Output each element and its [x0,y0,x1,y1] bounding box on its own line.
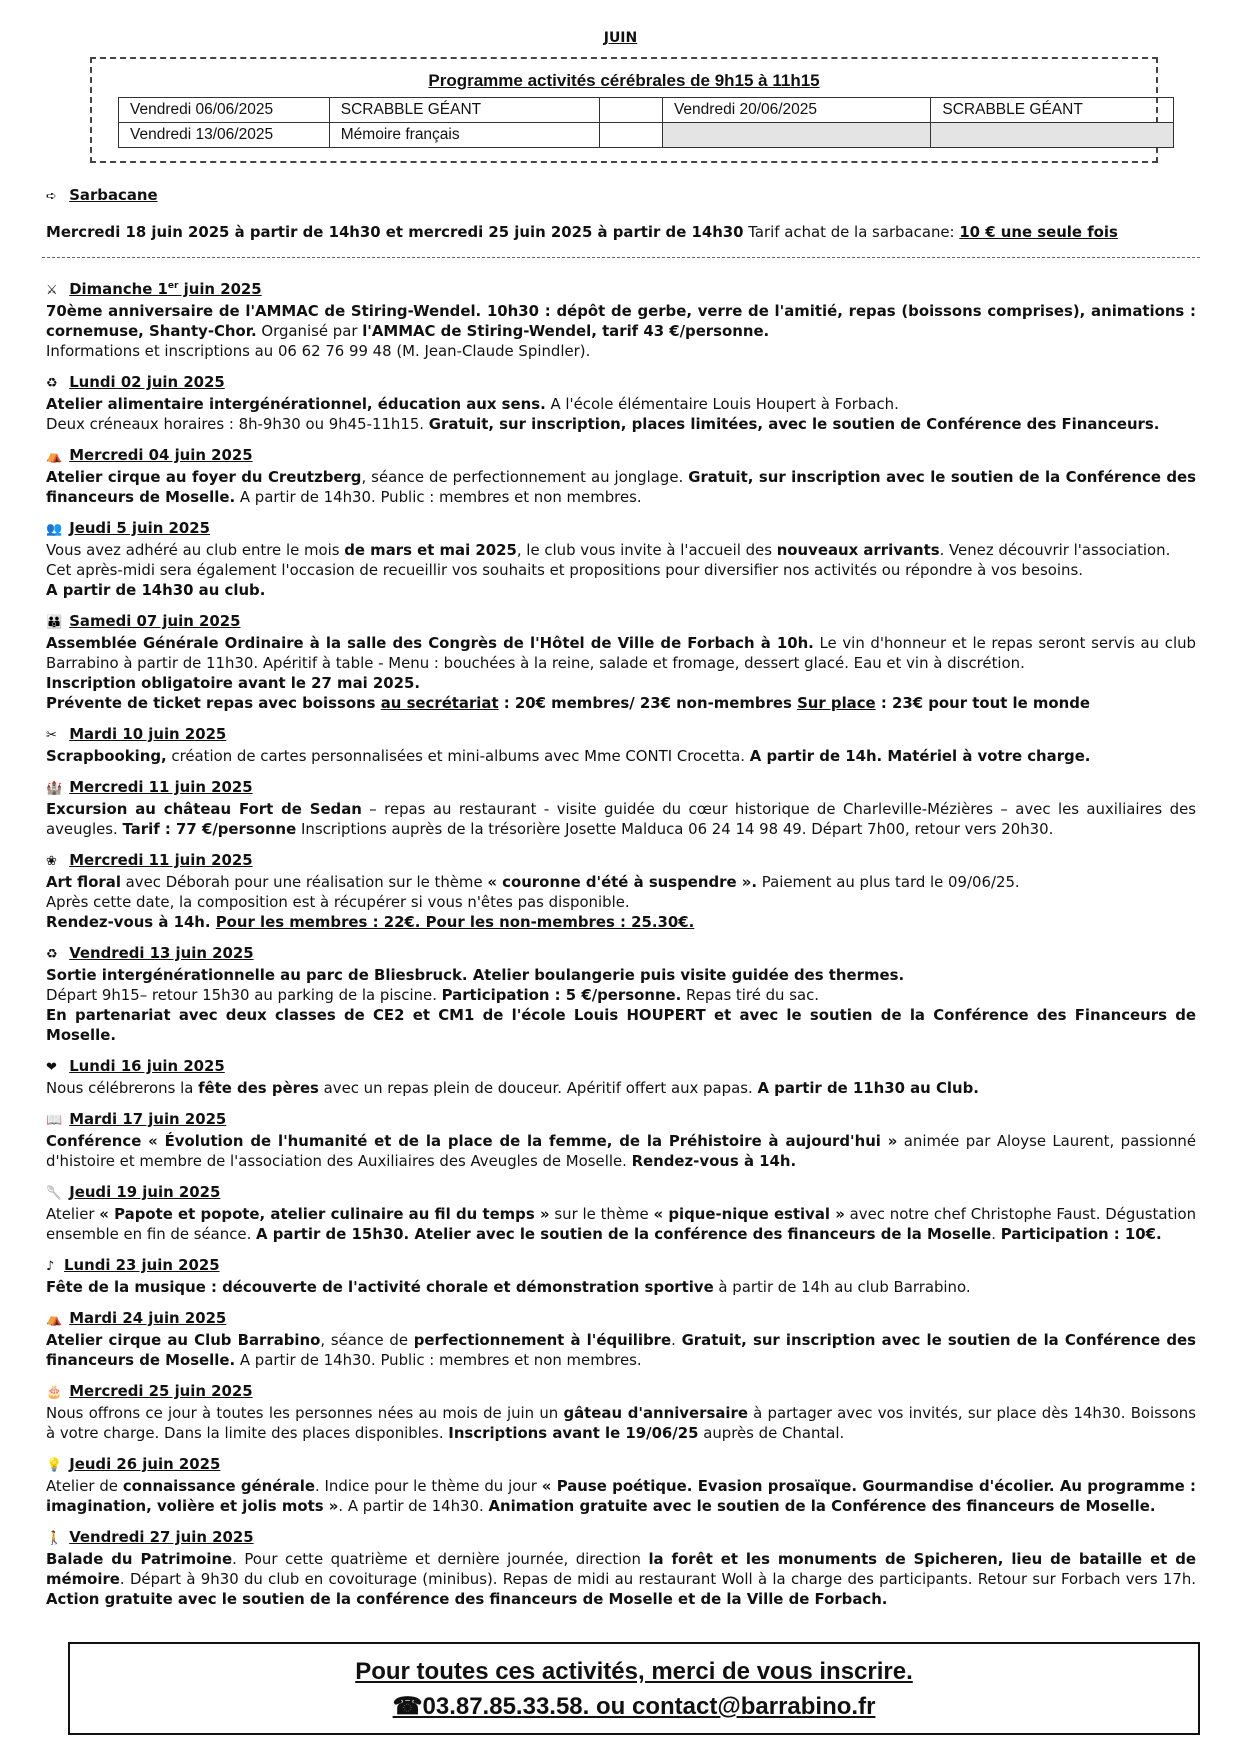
event-item: ✂ Mardi 10 juin 2025 Scrapbooking, création de cartes personnalisées et mini-albums avec Mme CONTI Crocetta. A partir de 14h. Matériel à votre charge. [46,724,1091,765]
table-cell [931,123,1174,148]
event-item: ⛺ Mercredi 04 juin 2025 Atelier cirque au foyer du Creutzberg, séance de perfectionnement au jonglage. Gratuit, sur inscription avec le soutien de la Conférence des financeurs de Moselle. A partir de 14h30. Public : membres et non membres. [46,445,1196,506]
lightbulb-icon: 💡 [46,1457,63,1473]
event-date: Jeudi 5 juin 2025 [69,518,210,537]
table-cell: SCRABBLE GÉANT [329,98,599,123]
event-date: Samedi 07 juin 2025 [69,611,241,630]
event-date: Mardi 10 juin 2025 [69,724,227,743]
walking-person-icon: 🚶 [46,1530,63,1546]
footer-line-2 [70,1692,1198,1721]
event-text: Après cette date, la composition est à récupérer si vous n'êtes pas disponible. [46,892,630,911]
event-text: En partenariat avec deux classes de CE2 et CM1 de l'école Louis HOUPERT et avec le soutien de la Conférence des Financeurs de Moselle. [46,1005,1196,1044]
book-icon: 📖 [46,1112,63,1128]
people-icon: 👥 [46,521,63,537]
circus-tent-icon: ⛺ [46,1311,63,1327]
heart-icon: ❤ [46,1059,57,1075]
table-row [119,98,1174,123]
event-date: Jeudi 19 juin 2025 [69,1182,221,1201]
event-date: Lundi 23 juin 2025 [64,1255,220,1274]
event-item: 📖 Mardi 17 juin 2025 Conférence « Évolution de l'humanité et de la place de la femme, de la Préhistoire à aujourd'hui » animée par Aloyse Laurent, passionné d'histoire et membre de l'association des Auxiliaires des Aveugles de Moselle. Rendez-vous à 14h. [46,1109,1196,1170]
event-item: ⛺ Mardi 24 juin 2025 Atelier cirque au Club Barrabino, séance de perfectionnement à l'équilibre. Gratuit, sur inscription avec le soutien de la Conférence des financeurs de Moselle. A partir de 14h30. Public : membres et non membres. [46,1308,1196,1369]
event-item: 🚶 Vendredi 27 juin 2025 Balade du Patrimoine. Pour cette quatrième et dernière journée, direction la forêt et les monuments de Spicheren, lieu de bataille et de mémoire. Départ à 9h30 du club en covoiturage (minibus). Repas de midi au restaurant Woll à la charge des participants. Retour sur Forbach vers 17h. Action gratuite avec le soutien de la conférence des financeurs de Moselle et de la Ville de Forbach. [46,1527,1196,1608]
event-date: Mercredi 11 juin 2025 [69,777,253,796]
event-item: 👥 Jeudi 5 juin 2025 Vous avez adhéré au club entre le mois de mars et mai 2025, le club vous invite à l'accueil des nouveaux arrivants. Venez découvrir l'association. Cet après-midi sera également l'occasion de recueillir vos souhaits et propositions pour diversifier nos activités ou répondre à vos besoins. A partir de 14h30 au club. [46,518,1196,600]
event-date: Vendredi 27 juin 2025 [69,1527,254,1546]
table-cell [600,98,663,123]
event-item: 🥄 Jeudi 19 juin 2025 Atelier « Papote et popote, atelier culinaire au fil du temps » sur le thème « pique-nique estival » avec notre chef Christophe Faust. Dégustation ensemble en fin de séance. A partir de 15h30. Atelier avec le soutien de la conférence des financeurs de la Moselle. Participation : 10€. [46,1182,1197,1243]
event-date: Dimanche 1er juin 2025 [69,279,262,298]
phone-icon: ☎ [392,1693,423,1720]
sarbacane-section [46,185,1196,242]
music-note-icon: ♪ [46,1258,55,1274]
programme-title: Programme activités cérébrales de 9h15 à 11h15 [428,71,820,90]
dashed-divider [42,257,1200,258]
table-cell: Mémoire français [329,123,599,148]
month-heading: JUIN [603,30,638,46]
arrow-icon: ➪ [46,189,57,204]
event-text: Tarif achat de la sarbacane: [743,222,960,241]
event-item: 🏰 Mercredi 11 juin 2025 Excursion au château Fort de Sedan – repas au restaurant - visite guidée du cœur historique de Charleville-Mézières – avec les auxiliaires des aveugles. Tarif : 77 €/personne Inscriptions auprès de la trésorière Josette Malduca 06 24 14 98 49. Départ 7h00, retour vers 20h30. [46,777,1196,838]
event-item: ♪ Lundi 23 juin 2025 Fête de la musique : découverte de l'activité chorale et démonstration sportive à partir de 14h au club Barrabino. [46,1255,971,1296]
event-item: ⚔ Dimanche 1er juin 2025 70ème anniversaire de l'AMMAC de Stiring-Wendel. 10h30 : dépôt de gerbe, verre de l'amitié, repas (boissons comprises), animations : cornemuse, Shanty-Chor. Organisé par l'AMMAC de Stiring-Wendel, tarif 43 €/personne. Informations et inscriptions au 06 62 76 99 48 (M. Jean-Claude Spindler). [46,279,1196,360]
price-text: 10 € une seule fois [959,222,1118,241]
event-date: Jeudi 26 juin 2025 [69,1454,221,1473]
event-text: Mercredi 18 juin 2025 à partir de 14h30 et mercredi 25 juin 2025 à partir de 14h30 [46,222,744,241]
event-date: Lundi 02 juin 2025 [69,372,225,391]
recycle-icon: ♻ [46,375,58,391]
registration-footer [68,1642,1200,1735]
table-row [119,123,1174,148]
contact-text: 03.87.85.33.58. ou contact@barrabino.fr [422,1693,876,1720]
castle-icon: 🏰 [46,780,63,796]
flower-icon: ❀ [46,853,57,869]
table-cell: Vendredi 13/06/2025 [119,123,330,148]
event-date: Lundi 16 juin 2025 [69,1056,225,1075]
table-cell: Vendredi 06/06/2025 [119,98,330,123]
event-date: Mercredi 04 juin 2025 [69,445,253,464]
event-item: 🎂 Mercredi 25 juin 2025 Nous offrons ce jour à toutes les personnes nées au mois de juin un gâteau d'anniversaire à partager avec vos invités, sur place dès 14h30. Boissons à votre charge. Dans la limite des places disponibles. Inscriptions avant le 19/06/25 auprès de Chantal. [46,1381,1196,1442]
events-list [46,185,1196,1620]
cerebral-programme-box [90,57,1158,163]
event-text: Inscription obligatoire avant le 27 mai 2025. [46,673,421,692]
scissors-icon: ✂ [46,727,57,743]
cake-icon: 🎂 [46,1384,63,1400]
event-date: Mardi 24 juin 2025 [69,1308,227,1327]
event-item: ❀ Mercredi 11 juin 2025 Art floral avec Déborah pour une réalisation sur le thème « couronne d'été à suspendre ». Paiement au plus tard le 09/06/25. Après cette date, la composition est à récupérer si vous n'êtes pas disponible. Rendez-vous à 14h. Pour les membres : 22€. Pour les non-membres : 25.30€. [46,850,1196,932]
event-item: ♻ Lundi 02 juin 2025 Atelier alimentaire intergénérationnel, éducation aux sens. A l'école élémentaire Louis Houpert à Forbach. Deux créneaux horaires : 8h-9h30 ou 9h45-11h15. Gratuit, sur inscription, places limitées, avec le soutien de Conférence des Financeurs. [46,372,1160,433]
footer-line-1: Pour toutes ces activités, merci de vous inscrire. [355,1658,913,1685]
event-text: Cet après-midi sera également l'occasion de recueillir vos souhaits et propositions pour diversifier nos activités ou répondre à vos besoins. [46,560,1083,579]
event-date: Vendredi 13 juin 2025 [69,943,254,962]
event-item: 👪 Samedi 07 juin 2025 Assemblée Générale Ordinaire à la salle des Congrès de l'Hôtel de Ville de Forbach à 10h. Le vin d'honneur et le repas seront servis au club Barrabino à partir de 11h30. Apéritif à table - Menu : bouchées à la reine, salade et fromage, dessert glacé. Eau et vin à discrétion. Inscription obligatoire avant le 27 mai 2025. Prévente de ticket repas avec boissons au secrétariat : 20€ membres/ 23€ non-membres Sur place : 23€ pour tout le monde [46,611,1196,712]
recycle-icon: ♻ [46,946,58,962]
family-icon: 👪 [46,614,63,630]
event-date: Mercredi 25 juin 2025 [69,1381,253,1400]
spoon-icon: 🥄 [46,1185,63,1201]
table-cell [662,123,930,148]
table-cell: SCRABBLE GÉANT [931,98,1174,123]
event-date: Mardi 17 juin 2025 [69,1109,227,1128]
event-date: Mercredi 11 juin 2025 [69,850,253,869]
event-text: A partir de 14h30 au club. [46,580,266,599]
event-item: 💡 Jeudi 26 juin 2025 Atelier de connaissance générale. Indice pour le thème du jour « Pause poétique. Evasion prosaïque. Gourmandise d'écolier. Au programme : imagination, volière et jolis mots ». A partir de 14h30. Animation gratuite avec le soutien de la Conférence des financeurs de Moselle. [46,1454,1196,1515]
table-cell [600,123,663,148]
event-item: ♻ Vendredi 13 juin 2025 Sortie intergénérationnelle au parc de Bliesbruck. Atelier boulangerie puis visite guidée des thermes. Départ 9h15– retour 15h30 au parking de la piscine. Participation : 5 €/personne. Repas tiré du sac. En partenariat avec deux classes de CE2 et CM1 de l'école Louis HOUPERT et avec le soutien de la Conférence des Financeurs de Moselle. [46,943,1196,1044]
event-item: ❤ Lundi 16 juin 2025 Nous célébrerons la fête des pères avec un repas plein de douceur. Apéritif offert aux papas. A partir de 11h30 au Club. [46,1056,979,1097]
swords-icon: ⚔ [46,282,58,298]
programme-table [118,97,1174,148]
event-text: Sortie intergénérationnelle au parc de Bliesbruck. Atelier boulangerie puis visite guidée des thermes. [46,965,905,984]
section-title: Sarbacane [69,186,158,204]
table-cell: Vendredi 20/06/2025 [662,98,930,123]
circus-tent-icon: ⛺ [46,448,63,464]
event-text: Informations et inscriptions au 06 62 76 99 48 (M. Jean-Claude Spindler). [46,341,591,360]
